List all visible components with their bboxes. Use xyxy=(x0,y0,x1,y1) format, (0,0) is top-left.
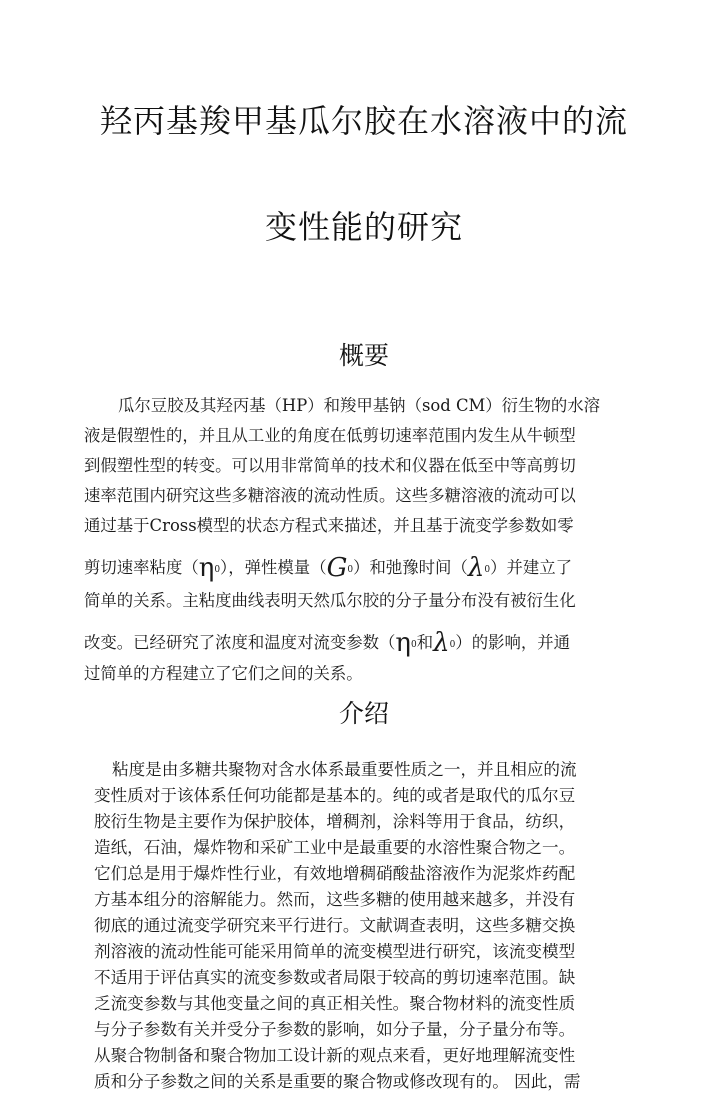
eta-subscript-2: 0 xyxy=(411,640,417,650)
eta-zero-symbol-2: η xyxy=(395,628,411,658)
abstract-heading: 概要 xyxy=(338,341,389,370)
abstract-line-9: 过简单的方程建立了它们之间的关系。 xyxy=(84,664,363,683)
abstract-line-8-and: 和 xyxy=(416,633,434,652)
lambda-zero-symbol-2: λ xyxy=(433,628,450,658)
intro-line-6: 方基本组分的溶解能力。然而，这些多糖的使用越来越多，并没有 xyxy=(94,890,576,909)
abstract-line-8-text-a: 改变。已经研究了浓度和温度对流变参数（ xyxy=(84,633,396,652)
intro-line-3: 胶衍生物是主要作为保护胶体，增稠剂，涂料等用于食品，纺织， xyxy=(94,812,576,831)
g-subscript: 0 xyxy=(347,565,354,575)
paper-title-line-1: 羟丙基羧甲基瓜尔胶在水溶液中的流 xyxy=(99,102,628,140)
intro-line-4: 造纸，石油，爆炸物和采矿工业中是最重要的水溶性聚合物之一。 xyxy=(94,838,576,857)
lambda-zero-symbol: λ xyxy=(467,553,485,583)
intro-line-13: 质和分子参数之间的关系是重要的聚合物或修改现有的。 因此，需 xyxy=(94,1072,581,1091)
intro-line-10: 乏流变参数与其他变量之间的真正相关性。聚合物材料的流变性质 xyxy=(94,994,576,1013)
intro-line-2: 变性质对于该体系任何功能都是基本的。纯的或者是取代的瓜尔豆 xyxy=(94,786,576,805)
abstract-line-6-text-a: 剪切速率粘度（ xyxy=(84,558,199,577)
g-zero-symbol: G xyxy=(326,553,348,583)
abstract-line-6-text-c: ）和弛豫时间（ xyxy=(353,558,468,577)
intro-line-11: 与分子参数有关并受分子参数的影响，如分子量，分子量分布等。 xyxy=(94,1020,576,1039)
abstract-line-6-text-b: ），弹性模量（ xyxy=(220,558,327,577)
abstract-line-6-text-d: ）并建立了 xyxy=(490,558,573,577)
abstract-line-4: 速率范围内研究这些多糖溶液的流动性质。这些多糖溶液的流动可以 xyxy=(84,486,576,505)
lambda-subscript: 0 xyxy=(484,565,491,575)
intro-line-8: 剂溶液的流动性能可能采用简单的流变模型进行研究，该流变模型 xyxy=(94,942,576,961)
abstract-line-6 xyxy=(84,553,644,583)
eta-subscript: 0 xyxy=(214,565,221,575)
intro-line-1: 粘度是由多糖共聚物对含水体系最重要性质之一，并且相应的流 xyxy=(112,760,577,779)
intro-line-12: 从聚合物制备和聚合物加工设计新的观点来看，更好地理解流变性 xyxy=(94,1046,576,1065)
abstract-line-2: 液是假塑性的，并且从工业的角度在低剪切速率范围内发生从牛顿型 xyxy=(84,426,576,445)
abstract-line-3: 到假塑性型的转变。可以用非常简单的技术和仪器在低至中等高剪切 xyxy=(84,456,576,475)
lambda-subscript-2: 0 xyxy=(449,640,456,650)
abstract-line-7: 简单的关系。主粘度曲线表明天然瓜尔胶的分子量分布没有被衍生化 xyxy=(84,591,576,610)
abstract-line-8-text-b: ）的影响，并通 xyxy=(455,633,571,652)
intro-line-9: 不适用于评估真实的流变参数或者局限于较高的剪切速率范围。缺 xyxy=(94,968,576,987)
eta-zero-symbol: η xyxy=(198,553,215,583)
abstract-line-5: 通过基于Cross模型的状态方程式来描述，并且基于流变学参数如零 xyxy=(84,516,574,535)
paper-title-line-2: 变性能的研究 xyxy=(264,208,463,246)
introduction-heading: 介绍 xyxy=(338,699,389,728)
abstract-line-1: 瓜尔豆胶及其羟丙基（HP）和羧甲基钠（sod CM）衍生物的水溶 xyxy=(118,396,601,415)
abstract-line-8 xyxy=(84,628,644,658)
intro-line-5: 它们总是用于爆炸性行业，有效地增稠硝酸盐溶液作为泥浆炸药配 xyxy=(94,864,576,883)
intro-line-7: 彻底的通过流变学研究来平行进行。文献调查表明，这些多糖交换 xyxy=(94,916,576,935)
